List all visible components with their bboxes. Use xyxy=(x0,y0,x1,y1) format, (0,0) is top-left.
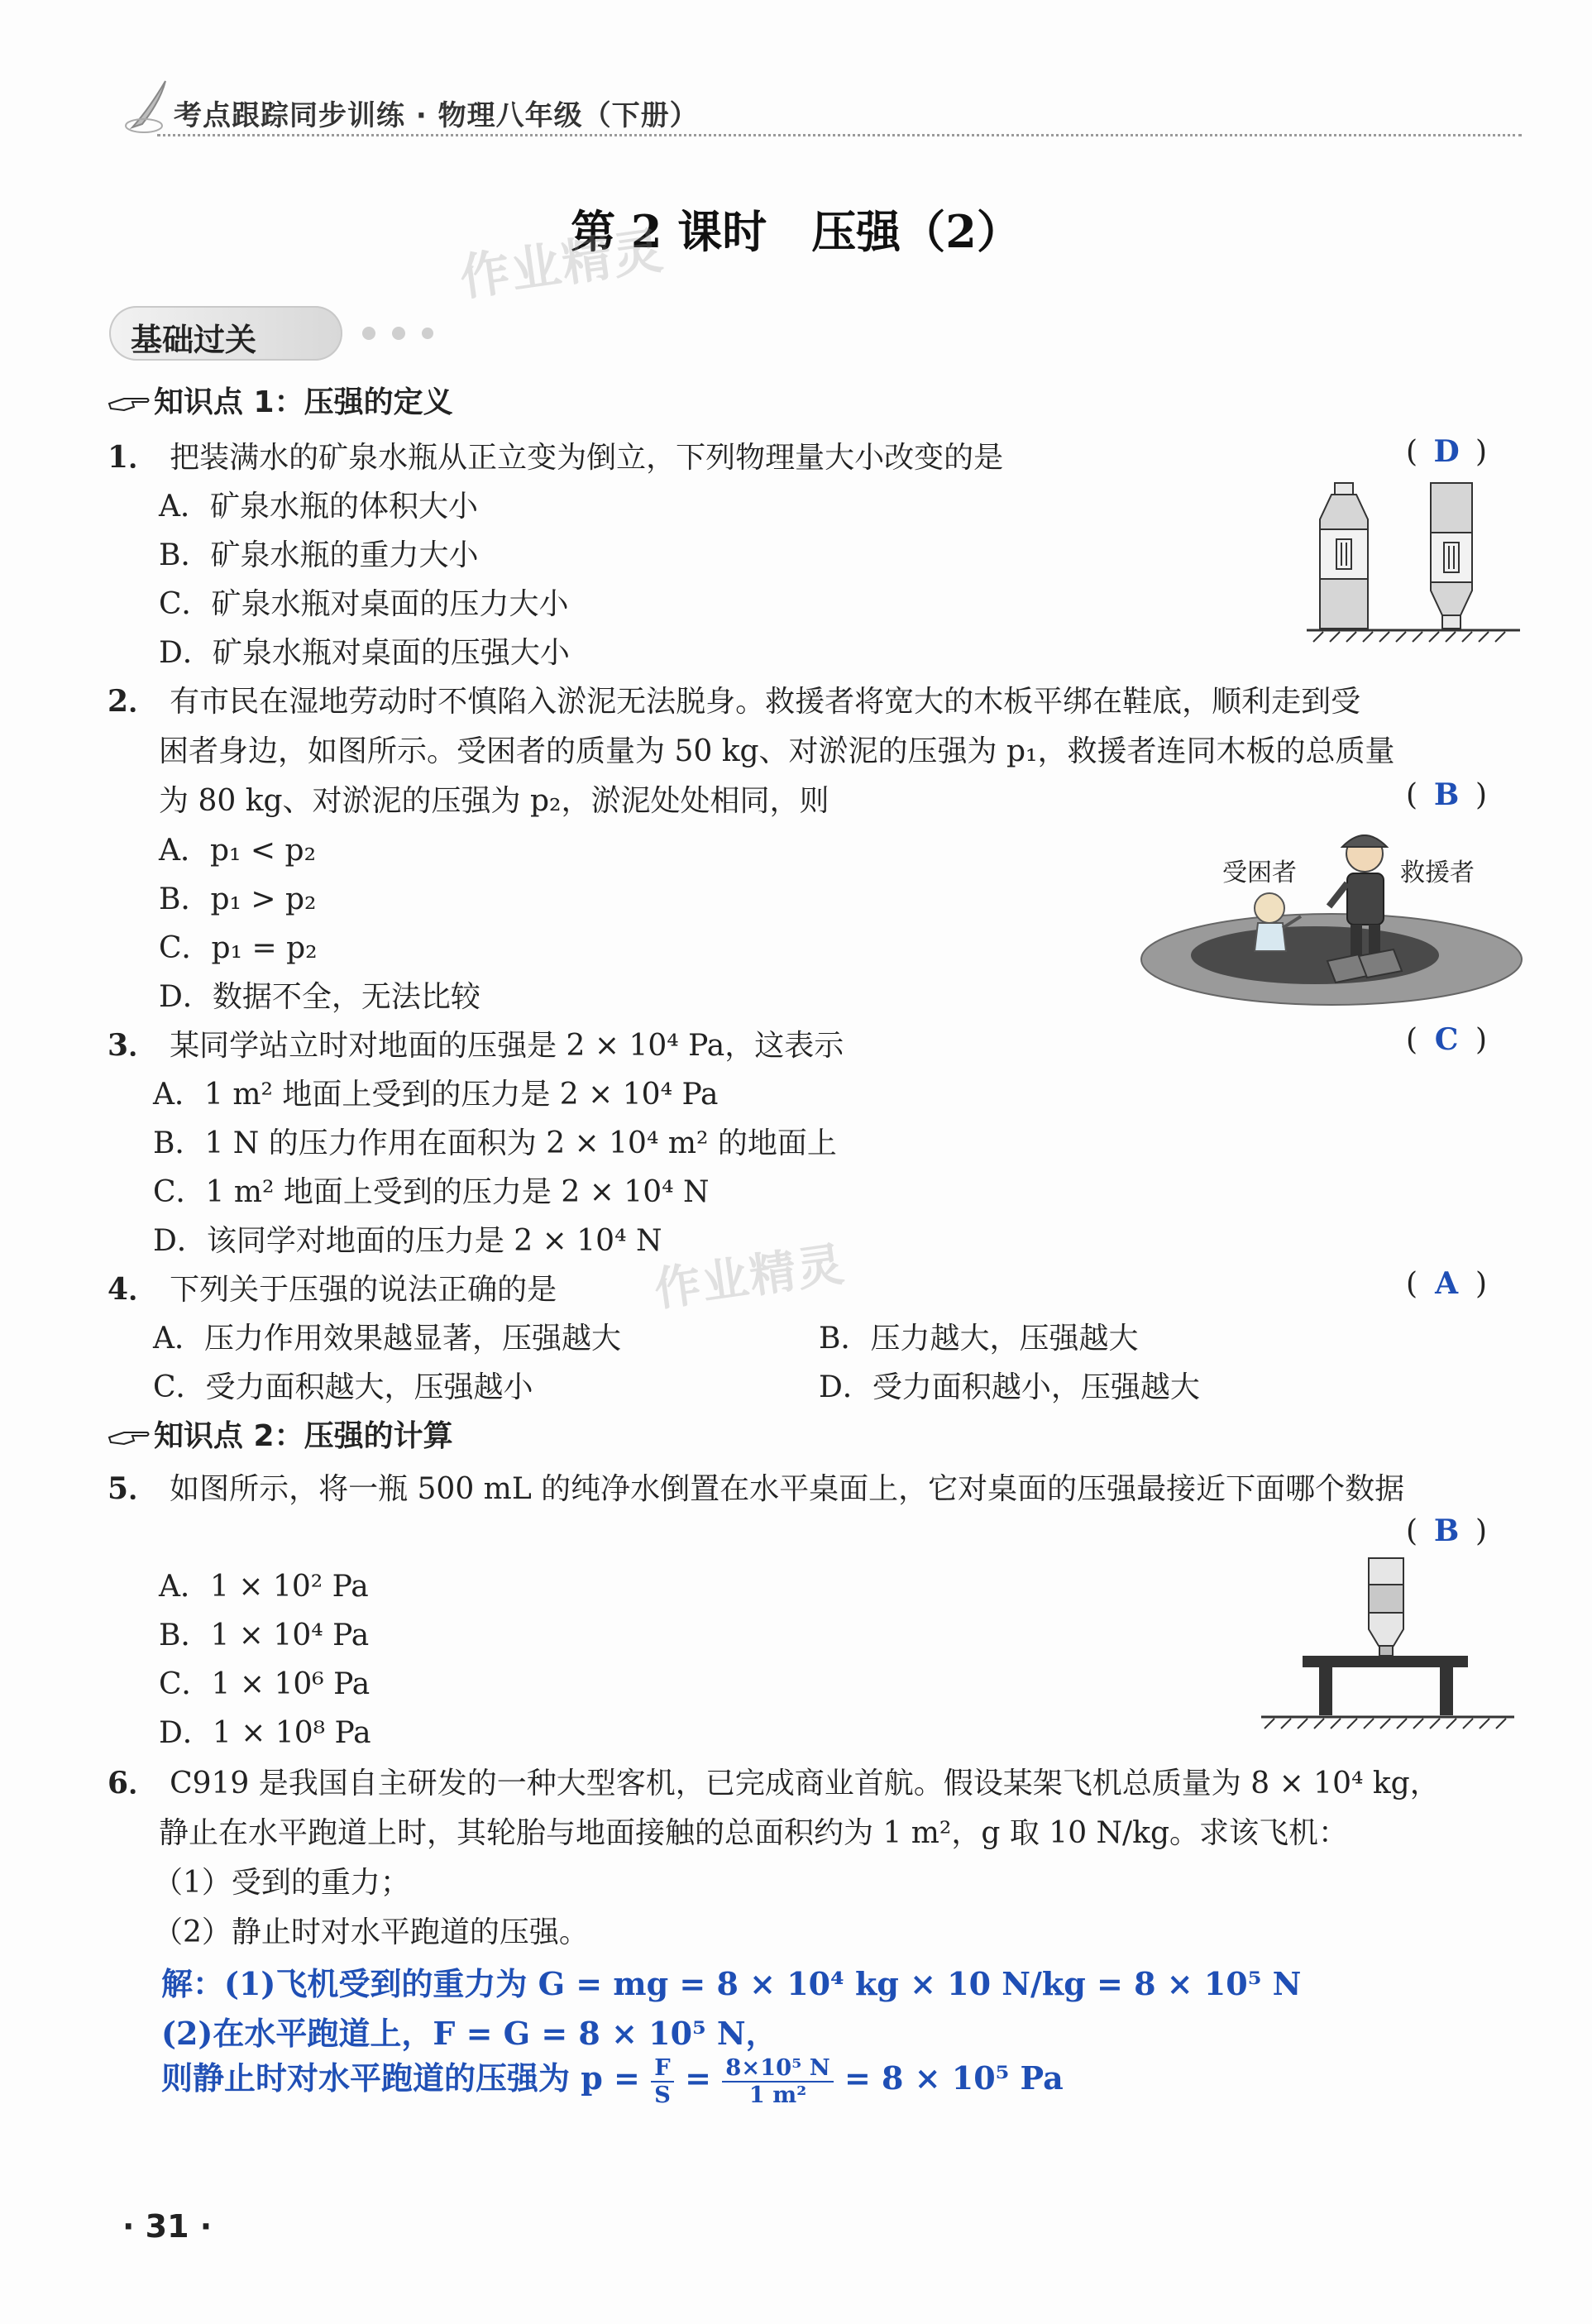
answer-q2: ( B ) xyxy=(1406,777,1488,812)
lesson-title: 第 2 课时 压强（2） xyxy=(571,205,1021,258)
section-badge xyxy=(109,306,342,361)
q1-option-b: B．矿泉水瓶的重力大小 xyxy=(159,538,479,572)
feather-pen-icon xyxy=(124,76,174,134)
solution-line-1: 解：(1)飞机受到的重力为 G = mg = 8 × 10⁴ kg × 10 N/kg = 8 × 10⁵ N xyxy=(161,1965,1302,2002)
page-number: · 31 · xyxy=(122,2208,213,2245)
q5-option-a: A．1 × 10² Pa xyxy=(159,1570,369,1604)
upright-bottle-icon xyxy=(1320,483,1368,629)
question-2-line-3: 为 80 kg、对淤泥的压强为 p₂，淤泥处处相同，则 xyxy=(159,784,829,818)
q5-option-b: B．1 × 10⁴ Pa xyxy=(159,1619,370,1652)
bottle-on-table-figure xyxy=(1245,1555,1518,1733)
q2-option-b: B．p₁ > p₂ xyxy=(159,882,317,916)
q3-option-b: B．1 N 的压力作用在面积为 2 × 10⁴ m² 的地面上 xyxy=(153,1126,837,1160)
q5-option-d: D．1 × 10⁸ Pa xyxy=(159,1716,371,1750)
fraction-values: $\frac{\text{8×10⁵ N}}{\text{1 m²}}$ xyxy=(722,2055,834,2106)
answer-q3: ( C ) xyxy=(1406,1022,1488,1057)
decor-dot xyxy=(392,327,405,340)
question-1: 1． 把装满水的矿泉水瓶从正立变为倒立，下列物理量大小改变的是 xyxy=(108,440,1004,475)
question-6-sub-2: （2）静止时对水平跑道的压强。 xyxy=(153,1915,589,1949)
solution-line-2: (2)在水平跑道上，F = G = 8 × 10⁵ N， xyxy=(161,2015,777,2052)
label-rescuer: 救援者 xyxy=(1400,858,1475,887)
fraction-f-over-s: $\frac{F}{S}$ xyxy=(651,2055,674,2106)
watermark-2: 作业精灵 xyxy=(651,1237,849,1317)
solution-line-3: 则静止时对水平跑道的压强为 p = $\frac{F}{S}$ = $\frac{\text{8×10⁵ N}}{\text{1 m²}}$ = 8 × 10⁵ Pa xyxy=(161,2054,1064,2108)
header-divider xyxy=(157,134,1522,136)
knowledge-point-1-label: 知识点 1：压强的定义 xyxy=(154,385,453,419)
question-4: 4． 下列关于压强的说法正确的是 xyxy=(108,1272,557,1307)
inverted-water-bottle-icon xyxy=(1369,1558,1403,1656)
q2-option-a: A．p₁ < p₂ xyxy=(159,834,317,868)
question-2: 2． 有市民在湿地劳动时不慎陷入淤泥无法脱身。救援者将宽大的木板平绑在鞋底，顺利走到受 xyxy=(108,684,1361,719)
inverted-bottle-icon xyxy=(1431,483,1472,629)
answer-q5: ( B ) xyxy=(1406,1513,1488,1548)
knowledge-point-2 xyxy=(108,1413,453,1455)
knowledge-point-1 xyxy=(108,379,453,421)
mud-rescue-figure xyxy=(1137,819,1526,1009)
label-trapped-person: 受困者 xyxy=(1222,858,1297,887)
q1-option-a: A．矿泉水瓶的体积大小 xyxy=(159,490,478,524)
q3-option-c: C．1 m² 地面上受到的压力是 2 × 10⁴ N xyxy=(153,1175,710,1209)
pointing-hand-icon xyxy=(108,1426,151,1449)
question-6-line-2: 静止在水平跑道上时，其轮胎与地面接触的总面积约为 1 m²，g 取 10 N/kg。求该飞机： xyxy=(159,1816,1349,1850)
q4-option-b: B．压力越大，压强越大 xyxy=(819,1322,1139,1356)
q4-option-d: D．受力面积越小，压强越大 xyxy=(819,1370,1200,1404)
bottle-figure xyxy=(1307,480,1522,645)
pointing-hand-icon xyxy=(108,392,151,415)
q3-option-d: D．该同学对地面的压力是 2 × 10⁴ N xyxy=(153,1224,662,1258)
q5-option-c: C．1 × 10⁶ Pa xyxy=(159,1667,371,1701)
question-5: 5． 如图所示，将一瓶 500 mL 的纯净水倒置在水平桌面上，它对桌面的压强最接近下面哪个数据 xyxy=(108,1471,1405,1506)
header-title: 考点跟踪同步训练 · 物理八年级（下册） xyxy=(174,99,699,132)
question-3: 3． 某同学站立时对地面的压强是 2 × 10⁴ Pa，这表示 xyxy=(108,1028,844,1063)
q3-option-a: A．1 m² 地面上受到的压力是 2 × 10⁴ Pa xyxy=(153,1078,719,1112)
section-label: 基础过关 xyxy=(131,322,257,358)
q2-option-c: C．p₁ = p₂ xyxy=(159,931,318,965)
decor-dot xyxy=(362,327,375,340)
q1-option-c: C．矿泉水瓶对桌面的压力大小 xyxy=(159,587,569,621)
q4-option-c: C．受力面积越大，压强越小 xyxy=(153,1370,533,1404)
question-6: 6． C919 是我国自主研发的一种大型客机，已完成商业首航。假设某架飞机总质量为 8 × 10⁴ kg， xyxy=(108,1766,1440,1800)
answer-q4: ( A ) xyxy=(1406,1266,1488,1301)
knowledge-point-2-label: 知识点 2：压强的计算 xyxy=(154,1419,453,1453)
decor-dot xyxy=(422,328,433,339)
watermark: 作业精灵 xyxy=(457,222,668,308)
q4-option-a: A．压力作用效果越显著，压强越大 xyxy=(153,1322,621,1356)
q2-option-d: D．数据不全，无法比较 xyxy=(159,980,480,1014)
question-2-line-2: 困者身边，如图所示。受困者的质量为 50 kg、对淤泥的压强为 p₁，救援者连同木板的总质量 xyxy=(159,734,1395,768)
answer-q1: ( D ) xyxy=(1406,434,1488,469)
question-6-sub-1: （1）受到的重力； xyxy=(153,1866,410,1900)
q1-option-d: D．矿泉水瓶对桌面的压强大小 xyxy=(159,636,570,670)
